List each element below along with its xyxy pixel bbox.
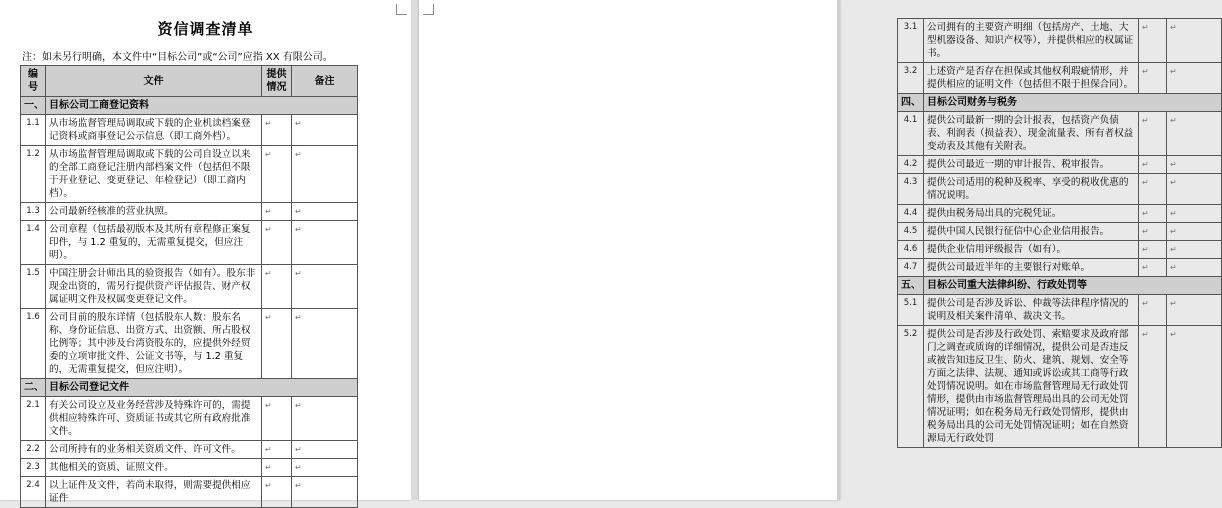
table-row [898, 112, 1222, 156]
cell-end-mark: ↵ [1142, 160, 1149, 169]
cell-end-mark: ↵ [265, 445, 272, 454]
remarks-cell[interactable] [292, 397, 358, 441]
cell-end-mark: ↵ [1170, 330, 1177, 339]
item-description: 从市场监督管理局调取或下载的公司自设立以来的全部工商登记注册内部档案文件（包括但不限于开业登记、变更登记、年检登记）（即工商内档）。 [46, 146, 262, 203]
page-left [0, 0, 411, 504]
item-description: 有关公司设立及业务经营涉及特殊许可的，需提供相应特殊许可、资质证书或其它所有政府批准文件。 [46, 397, 262, 441]
item-description: 提供由税务局出具的完税凭证。 [924, 205, 1139, 223]
header-num: 编号 [21, 66, 46, 97]
table-row [21, 221, 358, 265]
page-gap [411, 0, 419, 500]
provided-cell[interactable] [262, 309, 292, 379]
item-number: 4.7 [898, 259, 924, 277]
item-description: 提供公司适用的税种及税率、享受的税收优惠的情况说明。 [924, 174, 1139, 205]
section-row [21, 379, 358, 397]
header-provided: 提供情况 [262, 66, 292, 97]
table-row [898, 19, 1222, 63]
cell-end-mark: ↵ [1170, 209, 1177, 218]
crop-mark [396, 4, 407, 15]
remarks-cell[interactable] [292, 441, 358, 459]
cell-end-mark: ↵ [1142, 116, 1149, 125]
remarks-cell[interactable] [1167, 223, 1222, 241]
table-row [21, 397, 358, 441]
provided-cell[interactable] [262, 146, 292, 203]
item-description: 以上证件及文件，若尚未取得，则需要提供相应证件 [46, 477, 262, 508]
table-row [898, 241, 1222, 259]
cell-end-mark: ↵ [1142, 209, 1149, 218]
cell-end-mark: ↵ [265, 150, 272, 159]
item-number: 2.2 [21, 441, 46, 459]
provided-cell[interactable] [1139, 205, 1167, 223]
cell-end-mark: ↵ [295, 313, 302, 322]
section-num: 一、 [21, 97, 46, 115]
remarks-cell[interactable] [1167, 205, 1222, 223]
cell-end-mark: ↵ [1170, 227, 1177, 236]
cell-end-mark: ↵ [1170, 23, 1177, 32]
item-description: 中国注册会计师出具的验资报告（如有）。股东非现金出资的，需另行提供资产评估报告、财产权属证明文件及权属变更登记文件。 [46, 265, 262, 309]
table-row [21, 459, 358, 477]
provided-cell[interactable] [262, 203, 292, 221]
cell-end-mark: ↵ [295, 481, 302, 490]
cell-end-mark: ↵ [295, 463, 302, 472]
table-row [898, 205, 1222, 223]
item-description: 提供公司是否涉及行政处罚、索赔要求及政府部门之调查或质询的详细情况，提供公司是否违反或被告知违反卫生、防火、建筑、规划、安全等方面之法律、法规、通知或诉讼或其工商等行政处罚情况说明。如在市场监督管理局无行政处罚情形，提供由市场监督管理局出具的公司无处罚情况证明；如在税务局无行政处罚情形，提供由税务局出具的公司无处罚情况证明；如在自然资源局无行政处罚 [924, 326, 1139, 448]
item-description: 其他相关的资质、证照文件。 [46, 459, 262, 477]
section-title: 目标公司登记文件 [46, 379, 358, 397]
cell-end-mark: ↵ [1170, 116, 1177, 125]
cell-end-mark: ↵ [265, 119, 272, 128]
section-num: 二、 [21, 379, 46, 397]
provided-cell[interactable] [262, 397, 292, 441]
item-number: 1.6 [21, 309, 46, 379]
remarks-cell[interactable] [1167, 241, 1222, 259]
remarks-cell[interactable] [1167, 174, 1222, 205]
cell-end-mark: ↵ [1170, 67, 1177, 76]
cell-end-mark: ↵ [1170, 245, 1177, 254]
cell-end-mark: ↵ [1142, 227, 1149, 236]
cell-end-mark: ↵ [295, 445, 302, 454]
cell-end-mark: ↵ [1142, 178, 1149, 187]
remarks-cell[interactable] [292, 309, 358, 379]
item-description: 上述资产是否存在担保或其他权利瑕疵情形，并提供相应的证明文件（包括但不限于担保合同）。 [924, 63, 1139, 94]
provided-cell[interactable] [262, 459, 292, 477]
cell-end-mark: ↵ [265, 313, 272, 322]
section-num: 四、 [898, 94, 924, 112]
table-row [898, 156, 1222, 174]
page-right [419, 0, 1177, 500]
provided-cell[interactable] [262, 115, 292, 146]
item-number: 5.1 [898, 295, 924, 326]
checklist-table-left [20, 65, 358, 508]
cell-end-mark: ↵ [265, 269, 272, 278]
provided-cell[interactable] [262, 265, 292, 309]
cell-end-mark: ↵ [295, 207, 302, 216]
section-row [21, 97, 358, 115]
item-description: 公司所持有的业务相关资质文件、许可文件。 [46, 441, 262, 459]
remarks-cell[interactable] [1167, 112, 1222, 156]
remarks-cell[interactable] [292, 477, 358, 508]
item-description: 公司最新经核准的营业执照。 [46, 203, 262, 221]
cell-end-mark: ↵ [1170, 160, 1177, 169]
cell-end-mark: ↵ [265, 207, 272, 216]
document-note: 注：如未另行明确，本文件中“目标公司”或“公司”应指 XX 有限公司。 [22, 52, 333, 63]
remarks-cell[interactable] [292, 146, 358, 203]
table-row [21, 265, 358, 309]
provided-cell[interactable] [1139, 63, 1167, 94]
provided-cell[interactable] [1139, 223, 1167, 241]
provided-cell[interactable] [1139, 19, 1167, 63]
provided-cell[interactable] [1139, 295, 1167, 326]
cell-end-mark: ↵ [295, 150, 302, 159]
cell-end-mark: ↵ [1170, 263, 1177, 272]
header-remarks: 备注 [292, 66, 358, 97]
provided-cell[interactable] [1139, 241, 1167, 259]
remarks-cell[interactable] [1167, 259, 1222, 277]
cell-end-mark: ↵ [1142, 299, 1149, 308]
scrollbar[interactable] [837, 0, 840, 500]
remarks-cell[interactable] [292, 265, 358, 309]
section-title: 目标公司财务与税务 [924, 94, 1222, 112]
table-row [21, 146, 358, 203]
item-number: 3.2 [898, 63, 924, 94]
item-description: 公司章程（包括最初版本及其所有章程修正案复印件，与 1.2 重复的，无需重复提交，但应注明）。 [46, 221, 262, 265]
item-number: 1.3 [21, 203, 46, 221]
cell-end-mark: ↵ [265, 225, 272, 234]
provided-cell[interactable] [1139, 112, 1167, 156]
item-description: 公司目前的股东详情（包括股东人数：股东名称、身份证信息、出资方式、出资额、所占股权比例等；其中涉及台湾资股东的，应提供外经贸委的立项审批文件、公证文书等，与 1.2 重复的，无需重复提交，但应注明）。 [46, 309, 262, 379]
item-number: 1.1 [21, 115, 46, 146]
remarks-cell[interactable] [292, 221, 358, 265]
cell-end-mark: ↵ [295, 401, 302, 410]
table-row [21, 477, 358, 508]
item-number: 2.4 [21, 477, 46, 508]
provided-cell[interactable] [1139, 156, 1167, 174]
item-number: 2.3 [21, 459, 46, 477]
section-title: 目标公司重大法律纠纷、行政处罚等 [924, 277, 1222, 295]
cell-end-mark: ↵ [1142, 330, 1149, 339]
remarks-cell[interactable] [1167, 19, 1222, 63]
item-number: 2.1 [21, 397, 46, 441]
section-num: 五、 [898, 277, 924, 295]
item-number: 4.1 [898, 112, 924, 156]
table-body-right [898, 19, 1222, 448]
remarks-cell[interactable] [292, 203, 358, 221]
table-row [898, 223, 1222, 241]
cell-end-mark: ↵ [295, 119, 302, 128]
header-doc: 文件 [46, 66, 262, 97]
item-number: 3.1 [898, 19, 924, 63]
checklist-table-right [897, 18, 1222, 448]
item-number: 4.4 [898, 205, 924, 223]
crop-mark [423, 4, 434, 15]
section-title: 目标公司工商登记资料 [46, 97, 358, 115]
remarks-cell[interactable] [1167, 326, 1222, 448]
table-row [898, 259, 1222, 277]
remarks-cell[interactable] [1167, 295, 1222, 326]
remarks-cell[interactable] [1167, 63, 1222, 94]
table-row [898, 174, 1222, 205]
item-description: 提供公司最新一期的会计报表，包括资产负债表、利润表（损益表）、现金流量表、所有者权益变动表及其他有关附表。 [924, 112, 1139, 156]
item-number: 4.6 [898, 241, 924, 259]
remarks-cell[interactable] [292, 459, 358, 477]
item-description: 提供公司最近半年的主要银行对账单。 [924, 259, 1139, 277]
cell-end-mark: ↵ [1170, 178, 1177, 187]
provided-cell[interactable] [262, 477, 292, 508]
item-number: 4.3 [898, 174, 924, 205]
cell-end-mark: ↵ [295, 269, 302, 278]
item-description: 公司拥有的主要资产明细（包括房产、土地、大型机器设备、知识产权等），并提供相应的权属证书。 [924, 19, 1139, 63]
section-row [898, 277, 1222, 295]
item-number: 4.2 [898, 156, 924, 174]
remarks-cell[interactable] [1167, 156, 1222, 174]
table-row [898, 63, 1222, 94]
provided-cell[interactable] [262, 221, 292, 265]
cell-end-mark: ↵ [265, 463, 272, 472]
section-row [898, 94, 1222, 112]
cell-end-mark: ↵ [265, 401, 272, 410]
table-row [21, 203, 358, 221]
cell-end-mark: ↵ [1142, 23, 1149, 32]
item-number: 5.2 [898, 326, 924, 448]
table-row [898, 326, 1222, 448]
document-title: 资信调查清单 [157, 20, 254, 38]
item-description: 提供企业信用评级报告（如有）。 [924, 241, 1139, 259]
item-number: 1.5 [21, 265, 46, 309]
table-row [21, 441, 358, 459]
cell-end-mark: ↵ [1142, 245, 1149, 254]
item-description: 提供公司是否涉及诉讼、仲裁等法律程序情况的说明及相关案件清单、裁决文书。 [924, 295, 1139, 326]
item-number: 4.5 [898, 223, 924, 241]
cell-end-mark: ↵ [265, 481, 272, 490]
provided-cell[interactable] [1139, 174, 1167, 205]
cell-end-mark: ↵ [1142, 67, 1149, 76]
item-description: 从市场监督管理局调取或下载的企业机读档案登记资料或商事登记公示信息（即工商外档）。 [46, 115, 262, 146]
item-description: 提供公司最近一期的审计报告、税审报告。 [924, 156, 1139, 174]
cell-end-mark: ↵ [295, 225, 302, 234]
table-row [898, 295, 1222, 326]
provided-cell[interactable] [1139, 259, 1167, 277]
table-body-left [21, 97, 358, 508]
table-row [21, 115, 358, 146]
cell-end-mark: ↵ [1170, 299, 1177, 308]
remarks-cell[interactable] [292, 115, 358, 146]
provided-cell[interactable] [1139, 326, 1167, 448]
table-row [21, 309, 358, 379]
item-number: 1.2 [21, 146, 46, 203]
item-number: 1.4 [21, 221, 46, 265]
cell-end-mark: ↵ [1142, 263, 1149, 272]
item-description: 提供中国人民银行征信中心企业信用报告。 [924, 223, 1139, 241]
table-header-row [21, 66, 358, 97]
provided-cell[interactable] [262, 441, 292, 459]
